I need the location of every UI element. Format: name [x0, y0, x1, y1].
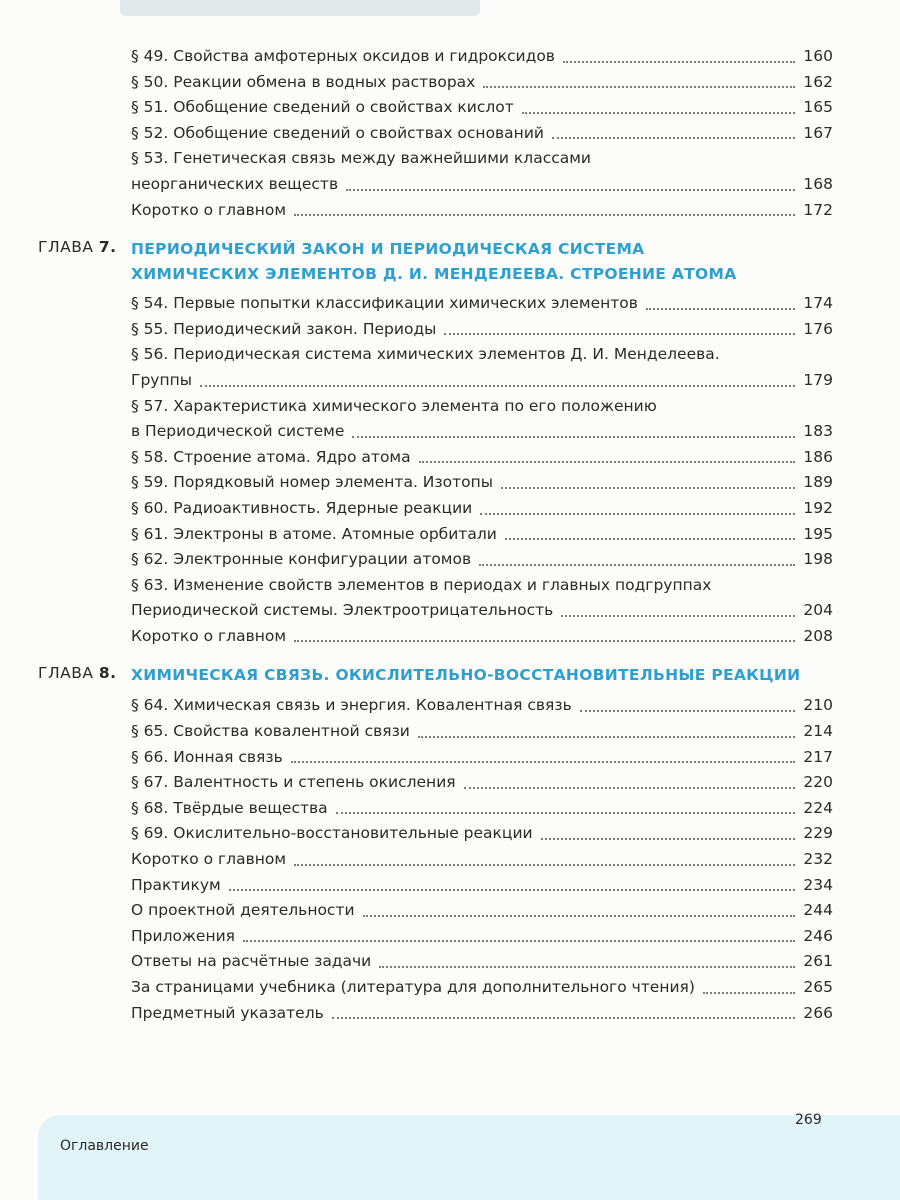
toc-entry-line [131, 949, 833, 975]
toc-entry-line [131, 924, 833, 950]
toc-entry-line [131, 770, 833, 796]
toc-entry-page: 224 [803, 798, 833, 817]
toc-entry-line [131, 419, 833, 445]
toc-entry-page: 246 [803, 926, 833, 945]
toc-entry[interactable] [131, 770, 833, 796]
toc-entry-line [131, 317, 833, 343]
toc-entry-page: 186 [803, 447, 833, 466]
toc-entry[interactable] [131, 847, 833, 873]
dot-leader [703, 992, 796, 994]
toc-entry-page: 234 [803, 875, 833, 894]
toc-entry-page: 261 [803, 952, 833, 971]
back-matter [0, 873, 900, 1027]
toc-entry-page: 160 [803, 47, 833, 65]
toc-entry-line [131, 470, 833, 496]
toc-entry[interactable] [131, 496, 833, 522]
toc-entry[interactable] [131, 1001, 833, 1027]
toc-entry-line [131, 70, 833, 96]
toc-entry-line [131, 693, 833, 719]
toc-entry-title: неорганических веществ [131, 174, 339, 193]
toc-entry-line [131, 368, 833, 394]
chapter-8-heading [0, 661, 900, 689]
toc-entry-page: 189 [803, 473, 833, 492]
toc-entry-page: 214 [803, 722, 833, 741]
dot-leader [418, 736, 796, 738]
toc-entry[interactable] [131, 745, 833, 771]
dot-leader [294, 214, 795, 216]
toc-entry[interactable] [131, 573, 833, 624]
toc-entry-page: 210 [803, 696, 833, 715]
toc-entry[interactable] [131, 898, 833, 924]
dot-leader [464, 787, 796, 789]
dot-leader [480, 513, 795, 515]
toc-entry-page: 176 [803, 319, 833, 338]
chapter-7-heading [0, 235, 900, 287]
toc-entry-line [131, 522, 833, 548]
toc-entry-line [131, 198, 833, 224]
dot-leader [646, 308, 795, 310]
toc-entry-page: 183 [803, 422, 833, 441]
chapter-label: ГЛАВА 7. [38, 238, 117, 257]
dot-leader [541, 838, 796, 840]
toc-entry-line [131, 445, 833, 471]
toc-entry[interactable] [131, 796, 833, 822]
chapter-8-entries [0, 693, 900, 872]
toc-entry-title: Приложения [131, 926, 235, 945]
chapter-title: ПЕРИОДИЧЕСКИЙ ЗАКОН И ПЕРИОДИЧЕСКАЯ СИСТЕМА ХИМИЧЕСКИХ ЭЛЕМЕНТОВ Д. И. МЕНДЕЛЕЕВА. СТРОЕНИЕ АТОМА [131, 240, 737, 284]
toc-entry[interactable] [131, 342, 833, 393]
chapter-7-entries [0, 291, 900, 649]
toc-entry-title: § 64. Химическая связь и энергия. Ковалентная связь [131, 696, 572, 715]
toc-entry[interactable] [131, 949, 833, 975]
chapter-label: ГЛАВА 8. [38, 664, 117, 683]
toc-entry-line [131, 547, 833, 573]
toc-entry-title: Коротко о главном [131, 626, 287, 645]
dot-leader [332, 1017, 796, 1019]
toc-entry-title: § 67. Валентность и степень окисления [131, 773, 456, 792]
toc-entry-line [131, 796, 833, 822]
dot-leader [346, 189, 795, 191]
toc-entry-title: в Периодической системе [131, 422, 345, 441]
toc-entry-title: Практикум [131, 875, 221, 894]
dot-leader [561, 615, 795, 617]
dot-leader [501, 487, 795, 489]
toc-entry-title-first-line: § 56. Периодическая система химических элементов Д. И. Менделеева. [131, 345, 720, 364]
chapter-title: ХИМИЧЕСКАЯ СВЯЗЬ. ОКИСЛИТЕЛЬНО-ВОССТАНОВИТЕЛЬНЫЕ РЕАКЦИИ [131, 666, 801, 685]
dot-leader [336, 812, 796, 814]
toc-entry-line [131, 745, 833, 771]
toc-entry[interactable] [131, 445, 833, 471]
dot-leader [444, 333, 795, 335]
toc-entry-line [131, 847, 833, 873]
toc-entry-page: 162 [803, 72, 833, 91]
toc-entry-title: Периодической системы. Электроотрицательность [131, 601, 554, 620]
dot-leader [363, 915, 796, 917]
dot-leader [352, 436, 795, 438]
toc-entry[interactable] [131, 121, 833, 147]
toc-entry-page: 244 [803, 901, 833, 920]
toc-entry-line [131, 719, 833, 745]
toc-entry[interactable] [131, 693, 833, 719]
dot-leader [552, 137, 795, 139]
dot-leader [483, 86, 795, 88]
toc-entry-title: Группы [131, 370, 192, 389]
toc-entry[interactable] [131, 975, 833, 1001]
dot-leader [379, 966, 795, 968]
toc-entry-page: 266 [803, 1003, 833, 1022]
toc-entry[interactable] [131, 394, 833, 445]
toc-entry-page: 179 [803, 370, 833, 389]
toc-entry[interactable] [131, 95, 833, 121]
toc-entry-page: 229 [803, 824, 833, 843]
toc-entry-page: 198 [803, 550, 833, 569]
toc-entry[interactable] [131, 719, 833, 745]
toc-entry[interactable] [131, 146, 833, 197]
toc-entry-page: 174 [803, 294, 833, 313]
toc-entry-line [131, 975, 833, 1001]
toc-entry-title: Коротко о главном [131, 850, 287, 869]
footer-band [38, 1115, 900, 1200]
toc-entry-line [131, 44, 833, 70]
toc-entry-title: § 55. Периодический закон. Периоды [131, 319, 437, 338]
toc-entry[interactable] [131, 70, 833, 96]
toc-entry[interactable] [131, 198, 833, 224]
toc-entry-title: Ответы на расчётные задачи [131, 952, 372, 971]
top-page-edge [0, 0, 900, 18]
toc-entry-line [131, 821, 833, 847]
toc-entry-title: Предметный указатель [131, 1003, 324, 1022]
toc-entry-line [131, 598, 833, 624]
toc-entry-page: 168 [803, 174, 833, 193]
toc-entry-title-first-line: § 63. Изменение свойств элементов в периодах и главных подгруппах [131, 575, 712, 594]
toc-entry-line [131, 624, 833, 650]
footer-label: Оглавление [60, 1138, 149, 1154]
toc-entry-line [131, 496, 833, 522]
toc-entry-title: § 49. Свойства амфотерных оксидов и гидроксидов [131, 47, 555, 65]
toc-entry-title: § 51. Обобщение сведений о свойствах кислот [131, 98, 514, 117]
dot-leader [229, 889, 796, 891]
toc-entry-title: § 52. Обобщение сведений о свойствах оснований [131, 123, 544, 142]
toc-entry[interactable] [131, 317, 833, 343]
toc-entry-title-first-line: § 53. Генетическая связь между важнейшими классами [131, 149, 592, 168]
dot-leader [243, 940, 795, 942]
toc-entry-line [131, 1001, 833, 1027]
toc-entry-title: О проектной деятельности [131, 901, 355, 920]
toc-entry-page: 220 [803, 773, 833, 792]
dot-leader [522, 112, 796, 114]
dot-leader [479, 564, 795, 566]
toc-entry-title: § 68. Твёрдые вещества [131, 798, 328, 817]
toc-entry-title: § 58. Строение атома. Ядро атома [131, 447, 411, 466]
toc-entry[interactable] [131, 291, 833, 317]
table-of-contents [0, 44, 900, 1026]
toc-entry-title: § 60. Радиоактивность. Ядерные реакции [131, 498, 473, 517]
toc-entry[interactable] [131, 44, 833, 70]
page-number: 269 [795, 1112, 822, 1128]
toc-entry-title: § 50. Реакции обмена в водных растворах [131, 72, 476, 91]
toc-entry-page: 217 [803, 747, 833, 766]
dot-leader [294, 864, 795, 866]
toc-entry-title: За страницами учебника (литература для дополнительного чтения) [131, 978, 695, 996]
toc-entry-title: § 66. Ионная связь [131, 747, 283, 766]
toc-entry-page: 172 [803, 200, 833, 219]
toc-entry-page: 204 [803, 601, 833, 620]
toc-entry-title: § 59. Порядковый номер элемента. Изотопы [131, 473, 494, 492]
toc-entry[interactable] [131, 522, 833, 548]
toc-entry-title: § 62. Электронные конфигурации атомов [131, 550, 472, 569]
toc-entry-line [131, 172, 833, 198]
dot-leader [200, 385, 795, 387]
toc-entry-title-first-line: § 57. Характеристика химического элемента по его положению [131, 396, 657, 415]
toc-entry-page: 195 [803, 524, 833, 543]
toc-entry-title: § 54. Первые попытки классификации химических элементов [131, 294, 638, 313]
toc-entry-page: 265 [803, 978, 833, 996]
toc-entry-page: 192 [803, 498, 833, 517]
toc-entry[interactable] [131, 873, 833, 899]
toc-entry[interactable] [131, 821, 833, 847]
dot-leader [419, 461, 796, 463]
toc-entry-line [131, 95, 833, 121]
toc-entry-title: § 65. Свойства ковалентной связи [131, 722, 410, 741]
toc-entry-line [131, 898, 833, 924]
toc-entry[interactable] [131, 547, 833, 573]
sections-top [0, 44, 900, 223]
toc-entry-title: § 69. Окислительно-восстановительные реакции [131, 824, 533, 843]
dot-leader [580, 710, 796, 712]
toc-entry[interactable] [131, 624, 833, 650]
toc-entry-title: Коротко о главном [131, 200, 287, 219]
toc-entry-page: 165 [803, 98, 833, 117]
top-shade [120, 0, 480, 16]
toc-entry-line [131, 291, 833, 317]
dot-leader [505, 538, 796, 540]
toc-entry-line [131, 121, 833, 147]
toc-entry-page: 232 [803, 850, 833, 869]
toc-entry-title: § 61. Электроны в атоме. Атомные орбитали [131, 524, 497, 543]
toc-entry[interactable] [131, 470, 833, 496]
toc-entry-line [131, 873, 833, 899]
dot-leader [563, 61, 795, 63]
toc-entry-page: 208 [803, 626, 833, 645]
dot-leader [294, 640, 795, 642]
toc-entry[interactable] [131, 924, 833, 950]
toc-entry-page: 167 [803, 123, 833, 142]
dot-leader [291, 761, 796, 763]
